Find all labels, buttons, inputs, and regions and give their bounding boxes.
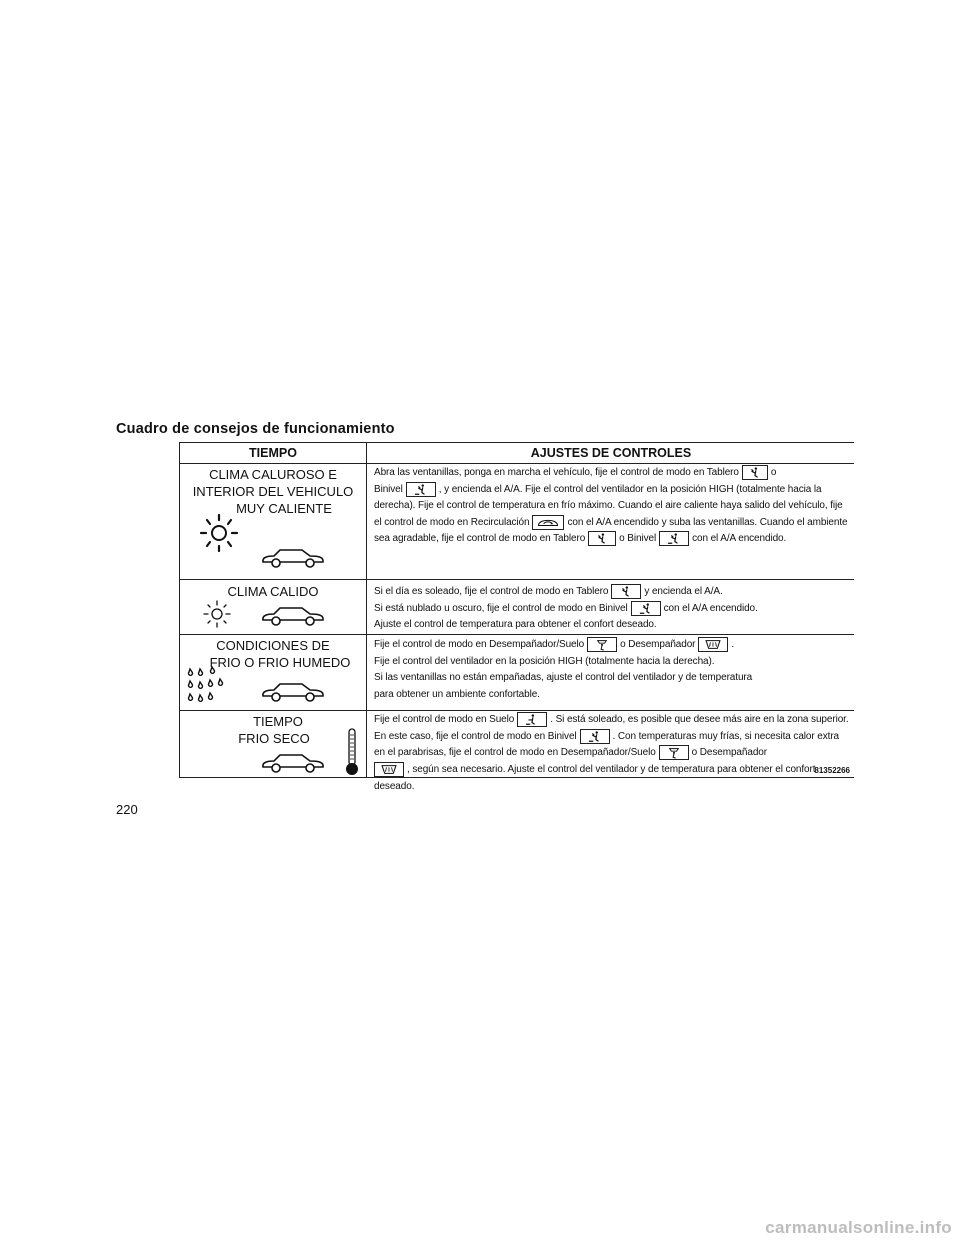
panel-mode-icon bbox=[611, 584, 641, 599]
row-divider bbox=[180, 579, 854, 580]
instruction-text: Si las ventanillas no están empañadas, ajuste el control del ventilador y de temperatura bbox=[374, 672, 753, 684]
watermark: carmanualsonline.info bbox=[765, 1218, 952, 1237]
page-number: 220 bbox=[116, 802, 138, 817]
instruction-text: con el A/A encendido. bbox=[692, 533, 787, 545]
instruction-text: , según sea necesario. Ajuste el control del ventilador y de temperatura para obtener el confort deseado. bbox=[374, 764, 816, 792]
label-line: TIEMPO bbox=[253, 714, 303, 729]
raindrops-icon bbox=[184, 665, 232, 709]
row-cold-dry-instructions bbox=[374, 712, 850, 795]
label-line: INTERIOR DEL VEHICULO bbox=[192, 484, 354, 499]
instruction-text: . Con temperaturas muy frías, si necesita calor extra en el parabrisas, fije el control de modo en Desempañador/Suelo bbox=[374, 730, 840, 759]
label-line: CLIMA CALUROSO E bbox=[209, 467, 337, 482]
bilevel-mode-icon bbox=[631, 601, 661, 616]
instruction-text: Fije el control del ventilador en la posición HIGH (totalmente hacia la derecha). bbox=[374, 655, 715, 667]
instruction-text: Fije el control de modo en Desempañador/Suelo bbox=[374, 639, 585, 651]
instruction-text: Ajuste el control de temperatura para obtener el confort deseado. bbox=[374, 619, 657, 631]
instruction-text: Si el día es soleado, fije el control de modo en Tablero bbox=[374, 586, 609, 598]
row-hot-label bbox=[180, 466, 366, 517]
bilevel-mode-icon bbox=[580, 729, 610, 744]
row-divider bbox=[180, 463, 854, 464]
section-title: Cuadro de consejos de funcionamiento bbox=[116, 421, 395, 437]
header-weather: TIEMPO bbox=[249, 446, 297, 460]
thermometer-icon bbox=[344, 727, 360, 777]
defrost-icon bbox=[698, 637, 728, 652]
header-control-settings: AJUSTES DE CONTROLES bbox=[530, 446, 692, 460]
bilevel-mode-icon bbox=[659, 531, 689, 546]
car-icon bbox=[260, 681, 326, 703]
operating-tips-table bbox=[179, 442, 854, 792]
bilevel-mode-icon bbox=[406, 482, 436, 497]
panel-mode-icon bbox=[588, 531, 616, 546]
row-hot-instructions bbox=[374, 465, 850, 548]
instruction-text: o Desempañador bbox=[691, 747, 767, 759]
recirculation-icon bbox=[532, 515, 564, 530]
instruction-text: . bbox=[731, 639, 735, 651]
label-line: FRIO SECO bbox=[238, 731, 310, 746]
defrost-icon bbox=[374, 762, 404, 777]
instruction-text: , y encienda el A/A. Fije el control del ventilador en la posición HIGH (totalmente hacia la derecha). Fije el control de temperatura en frío máximo. Cuando el aire caliente haya salido del vehículo, fije el control de modo en Recirculación bbox=[374, 483, 843, 528]
instruction-text: o Desempañador bbox=[620, 639, 696, 651]
defrost-floor-icon bbox=[587, 637, 617, 652]
row-divider bbox=[180, 634, 854, 635]
instruction-text: o bbox=[770, 467, 777, 479]
instruction-text: Binivel bbox=[374, 483, 403, 495]
instruction-text: con el A/A encendido. bbox=[663, 602, 758, 614]
figure-code: 81352266 bbox=[814, 766, 850, 775]
instruction-text: para obtener un ambiente confortable. bbox=[374, 688, 540, 700]
label-line: MUY CALIENTE bbox=[236, 501, 332, 516]
instruction-text: con el A/A encendido y suba las ventanillas. Cuando el ambiente sea agradable, fije el control de modo en Tablero bbox=[374, 516, 848, 545]
row-warm-label bbox=[180, 583, 366, 600]
sun-icon bbox=[198, 511, 240, 555]
instruction-text: o Binivel bbox=[619, 533, 657, 545]
row-cold-dry-label bbox=[180, 713, 366, 747]
column-divider bbox=[366, 443, 367, 777]
row-divider bbox=[180, 710, 854, 711]
floor-mode-icon bbox=[517, 712, 547, 727]
car-icon bbox=[260, 752, 326, 774]
label-line: CLIMA CALIDO bbox=[227, 584, 319, 599]
row-cold-humid-instructions bbox=[374, 637, 850, 703]
instruction-text: y encienda el A/A. bbox=[644, 586, 723, 598]
row-warm-instructions bbox=[374, 584, 850, 634]
defrost-floor-icon bbox=[659, 745, 689, 760]
car-icon bbox=[260, 547, 326, 569]
instruction-text: . Si está soleado, es posible que desee más aire en la zona superior. En este caso, fije el control de modo en Binivel bbox=[374, 714, 849, 742]
sun-icon bbox=[202, 599, 232, 629]
panel-mode-icon bbox=[742, 465, 768, 480]
instruction-text: Fije el control de modo en Suelo bbox=[374, 714, 515, 726]
label-line: CONDICIONES DE bbox=[216, 638, 330, 653]
instruction-text: Abra las ventanillas, ponga en marcha el vehículo, fije el control de modo en Tablero bbox=[374, 467, 739, 479]
label-line: FRIO O FRIO HUMEDO bbox=[209, 655, 351, 670]
instruction-text: Si está nublado u oscuro, fije el control de modo en Binivel bbox=[374, 602, 628, 614]
car-icon bbox=[260, 605, 326, 627]
